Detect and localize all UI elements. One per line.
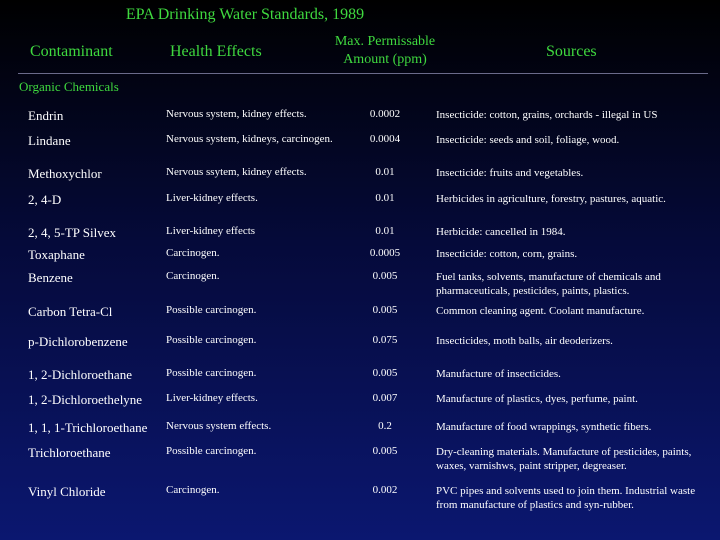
section-label-organic-chemicals: Organic Chemicals bbox=[19, 79, 119, 94]
source-text: PVC pipes and solvents used to join them. Industrial waste from manufacture of plastics and syn-rubber. bbox=[436, 485, 696, 511]
max-amount: 0.005 bbox=[372, 270, 398, 282]
health-effect: Liver-kidney effects. bbox=[166, 392, 258, 404]
health-effect: Liver-kidney effects. bbox=[166, 192, 258, 204]
max-amount: 0.002 bbox=[372, 484, 398, 496]
source-text: Manufacture of plastics, dyes, perfume, paint. bbox=[436, 393, 638, 405]
header-max-line2: Amount (ppm) bbox=[343, 52, 427, 67]
health-effect: Nervous ssytem, kidney effects. bbox=[166, 166, 307, 178]
max-amount: 0.005 bbox=[372, 367, 398, 379]
health-effect: Nervous system, kidney effects. bbox=[166, 108, 307, 120]
health-effect: Carcinogen. bbox=[166, 484, 220, 496]
max-amount: 0.01 bbox=[375, 166, 395, 178]
max-amount: 0.0002 bbox=[369, 108, 401, 120]
header-contaminant: Contaminant bbox=[30, 43, 113, 60]
source-text: Common cleaning agent. Coolant manufacture. bbox=[436, 305, 645, 317]
max-amount: 0.005 bbox=[372, 445, 398, 457]
health-effect: Nervous system effects. bbox=[166, 420, 272, 432]
health-effect: Possible carcinogen. bbox=[166, 367, 257, 379]
max-amount: 0.005 bbox=[372, 304, 398, 316]
contaminant-name: p-Dichlorobenzene bbox=[28, 334, 128, 349]
source-text: Fuel tanks, solvents, manufacture of chemicals and pharmaceuticals, pesticides, paints, plastics. bbox=[436, 271, 661, 297]
source-text: Herbicides in agriculture, forestry, pastures, aquatic. bbox=[436, 193, 666, 205]
health-effect: Liver-kidney effects bbox=[166, 225, 256, 237]
max-amount: 0.007 bbox=[372, 392, 398, 404]
health-effect: Nervous system, kidneys, carcinogen. bbox=[166, 133, 333, 145]
max-amount: 0.0004 bbox=[369, 133, 401, 145]
source-text: Insecticide: cotton, grains, orchards - illegal in US bbox=[436, 109, 658, 121]
contaminant-name: Benzene bbox=[28, 270, 73, 285]
contaminant-name: Vinyl Chloride bbox=[28, 484, 106, 499]
contaminant-name: Trichloroethane bbox=[28, 445, 111, 460]
max-amount: 0.075 bbox=[372, 334, 398, 346]
contaminant-name: 1, 2-Dichloroethane bbox=[28, 367, 132, 382]
contaminant-name: 2, 4-D bbox=[28, 192, 62, 207]
contaminant-name: Lindane bbox=[28, 133, 71, 148]
source-text: Insecticide: cotton, corn, grains. bbox=[436, 248, 578, 260]
header-sources: Sources bbox=[546, 43, 597, 60]
health-effect: Carcinogen. bbox=[166, 247, 220, 259]
health-effect: Carcinogen. bbox=[166, 270, 220, 282]
contaminant-name: 2, 4, 5-TP Silvex bbox=[28, 225, 116, 240]
source-text: Insecticides, moth balls, air deoderizers. bbox=[436, 335, 613, 347]
contaminant-name: Endrin bbox=[28, 108, 64, 123]
header-max-amount bbox=[320, 33, 450, 69]
max-amount: 0.01 bbox=[375, 192, 395, 204]
header-divider bbox=[18, 73, 708, 74]
contaminant-name: 1, 2-Dichloroethelyne bbox=[28, 392, 143, 407]
contaminant-name: Carbon Tetra-Cl bbox=[28, 304, 113, 319]
page-title: EPA Drinking Water Standards, 1989 bbox=[125, 6, 365, 23]
source-text: Insecticide: fruits and vegetables. bbox=[436, 167, 584, 179]
contaminant-name: Toxaphane bbox=[28, 247, 85, 262]
max-amount: 0.0005 bbox=[369, 247, 401, 259]
source-text: Manufacture of food wrappings, synthetic fibers. bbox=[436, 421, 652, 433]
contaminant-name: 1, 1, 1-Trichloroethane bbox=[28, 420, 148, 435]
health-effect: Possible carcinogen. bbox=[166, 334, 257, 346]
header-health-effects: Health Effects bbox=[170, 43, 262, 60]
source-text: Manufacture of insecticides. bbox=[436, 368, 561, 380]
max-amount: 0.01 bbox=[375, 225, 395, 237]
source-text: Herbicide: cancelled in 1984. bbox=[436, 226, 566, 238]
header-max-line1: Max. Permissable bbox=[334, 34, 436, 49]
source-text: Insecticide: seeds and soil, foliage, wood. bbox=[436, 134, 620, 146]
health-effect: Possible carcinogen. bbox=[166, 445, 257, 457]
contaminant-name: Methoxychlor bbox=[28, 166, 102, 181]
max-amount: 0.2 bbox=[378, 420, 392, 432]
source-text: Dry-cleaning materials. Manufacture of pesticides, paints, waxes, varnishws, paint stripper, degreaser. bbox=[436, 446, 692, 472]
health-effect: Possible carcinogen. bbox=[166, 304, 257, 316]
